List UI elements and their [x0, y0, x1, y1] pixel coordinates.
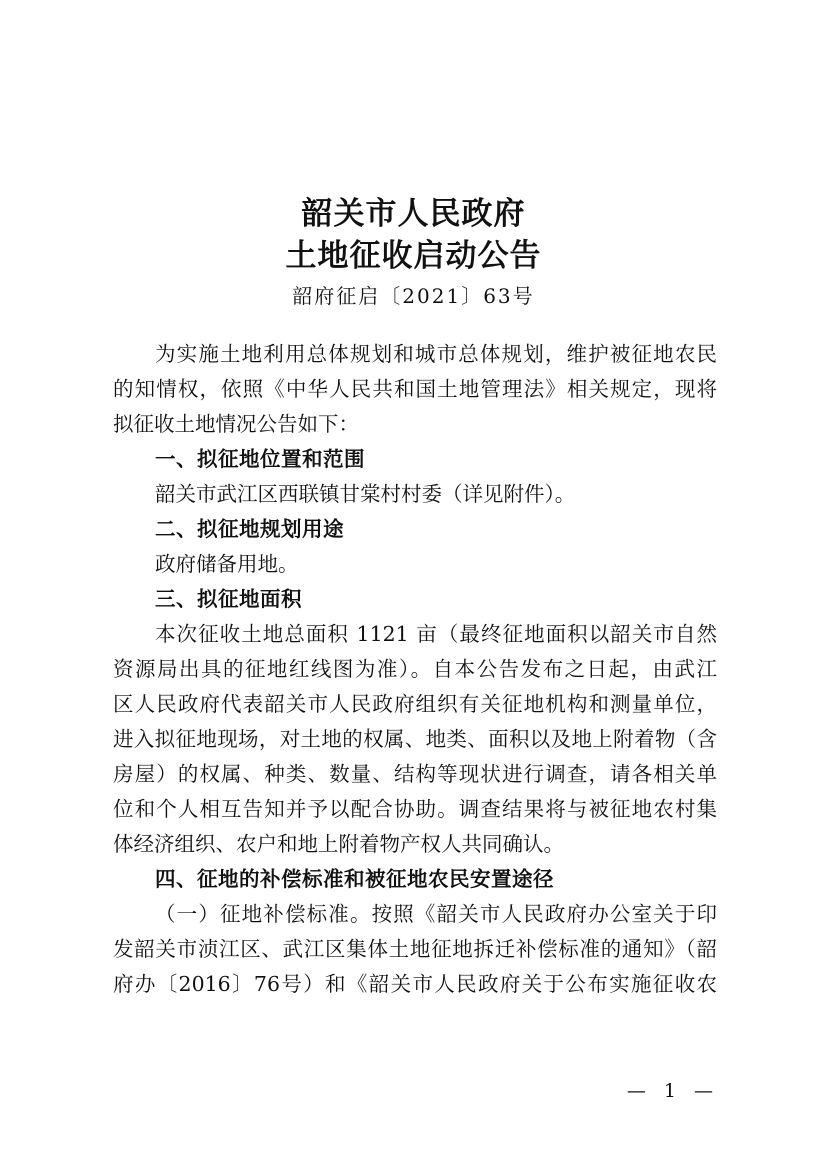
- section-heading: 二、拟征地规划用途: [155, 517, 344, 541]
- paragraph-line: 为实施土地利用总体规划和城市总体规划，维护被征地农民: [155, 342, 717, 366]
- section-heading: 四、征地的补偿标准和被征地农民安置途径: [155, 867, 554, 891]
- paragraph-line: 位和个人相互告知并予以配合协助。调查结果将与被征地农村集: [113, 797, 717, 821]
- paragraph-line: 拟征收土地情况公告如下：: [113, 412, 359, 436]
- paragraph-line: 区人民政府代表韶关市人民政府组织有关征地机构和测量单位，: [113, 692, 717, 716]
- page-number: — 1 —: [626, 1080, 719, 1102]
- paragraph-line: 进入拟征地现场，对土地的权属、地类、面积以及地上附着物（含: [113, 727, 717, 751]
- paragraph-line: 资源局出具的征地红线图为准）。自本公告发布之日起，由武江: [113, 657, 717, 681]
- paragraph-line: 发韶关市浈江区、武江区集体土地征地拆迁补偿标准的通知》（韶: [113, 937, 717, 961]
- section-heading: 一、拟征地位置和范围: [155, 447, 365, 471]
- paragraph-line: 韶关市武江区西联镇甘棠村村委（详见附件）。: [155, 482, 576, 506]
- paragraph-line: 的知情权，依照《中华人民共和国土地管理法》相关规定，现将: [113, 377, 717, 401]
- document-title-issuer: 韶关市人民政府: [301, 196, 526, 232]
- paragraph-line: 政府储备用地。: [155, 552, 299, 576]
- document-body: [113, 337, 717, 1002]
- paragraph-line: 府办〔2016〕76号）和《韶关市人民政府关于公布实施征收农: [113, 972, 717, 996]
- document-number: 韶府征启〔2021〕63号: [292, 284, 535, 308]
- paragraph-line: 房屋）的权属、种类、数量、结构等现状进行调查，请各相关单: [113, 762, 717, 786]
- section-heading: 三、拟征地面积: [155, 587, 302, 611]
- document-title: 土地征收启动公告: [285, 238, 542, 274]
- paragraph-line: 本次征收土地总面积 1121 亩（最终征地面积以韶关市自然: [155, 622, 717, 646]
- paragraph-line: 体经济组织、农户和地上附着物产权人共同确认。: [113, 832, 564, 856]
- paragraph-line: （一）征地补偿标准。按照《韶关市人民政府办公室关于印: [155, 902, 717, 926]
